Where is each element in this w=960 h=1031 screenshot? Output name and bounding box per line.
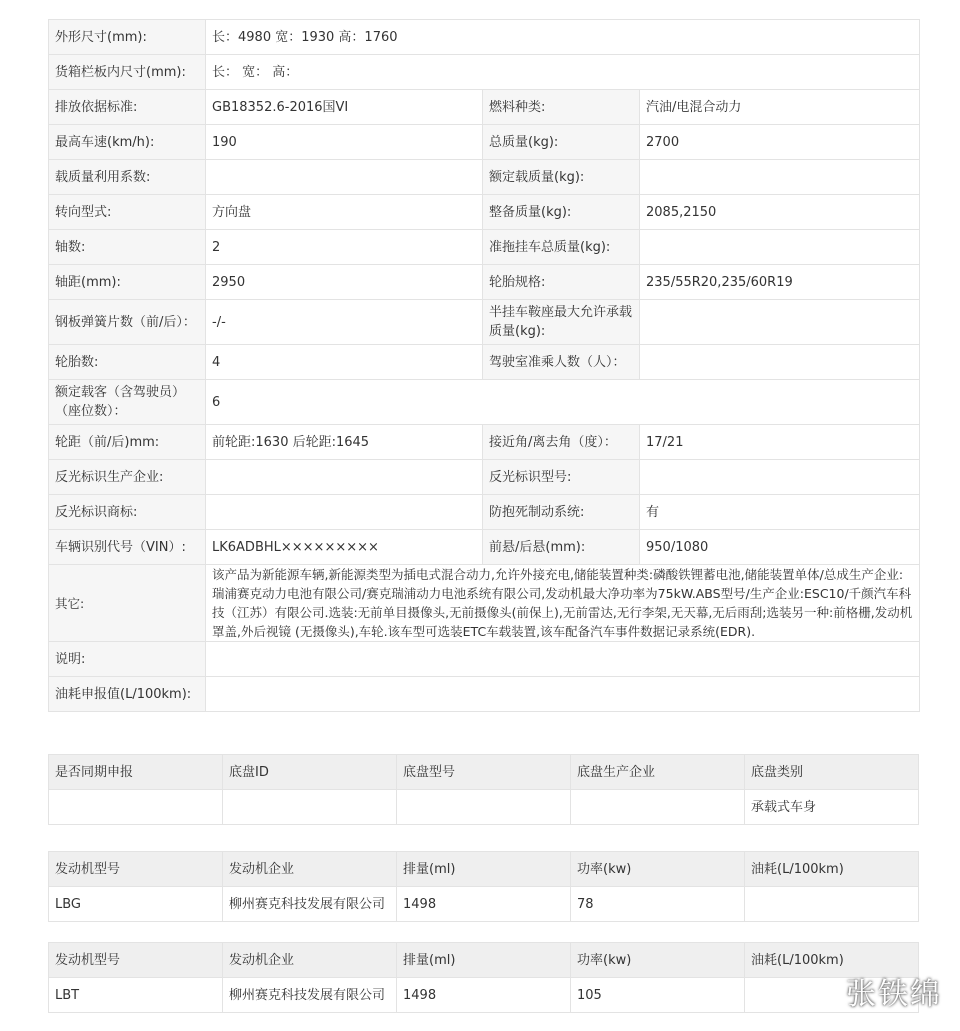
cab-value xyxy=(640,345,920,380)
emission-value: GB18352.6-2016国VI xyxy=(206,90,483,125)
dimensions-label: 外形尺寸(mm): xyxy=(49,20,206,55)
trailer-value xyxy=(640,230,920,265)
curbmass-label: 整备质量(kg): xyxy=(483,195,640,230)
chassis-table xyxy=(48,754,919,825)
spec-row xyxy=(49,300,920,345)
table-header-row xyxy=(49,852,919,887)
angle-value: 17/21 xyxy=(640,425,920,460)
table-cell: 柳州赛克科技发展有限公司 xyxy=(223,978,397,1013)
seats-label: 额定载客（含驾驶员）（座位数）： xyxy=(49,380,206,425)
engine-table-2 xyxy=(48,942,919,1013)
table-header-row xyxy=(49,755,919,790)
maxspeed-label: 最高车速(km/h): xyxy=(49,125,206,160)
angle-label: 接近角/离去角（度）： xyxy=(483,425,640,460)
spec-row xyxy=(49,90,920,125)
tirecount-label: 轮胎数: xyxy=(49,345,206,380)
leaf-label: 钢板弹簧片数（前/后）： xyxy=(49,300,206,345)
track-value: 前轮距:1630 后轮距:1645 xyxy=(206,425,483,460)
column-header: 发动机型号 xyxy=(49,852,223,887)
abs-value: 有 xyxy=(640,495,920,530)
ratedload-value xyxy=(640,160,920,195)
table-cell xyxy=(397,790,571,825)
seats-value: 6 xyxy=(206,380,920,425)
table-row xyxy=(49,887,919,922)
table-cell xyxy=(223,790,397,825)
leaf-value: -/- xyxy=(206,300,483,345)
spec-row xyxy=(49,565,920,642)
table-cell: 105 xyxy=(571,978,745,1013)
column-header: 油耗(L/100km) xyxy=(745,943,919,978)
table-cell: 承载式车身 xyxy=(745,790,919,825)
table-cell xyxy=(571,790,745,825)
spec-row xyxy=(49,495,920,530)
spec-row xyxy=(49,677,920,712)
table-cell: 78 xyxy=(571,887,745,922)
other-value: 该产品为新能源车辆,新能源类型为插电式混合动力,允许外接充电,储能装置种类:磷酸铁锂蓄电池,储能装置单体/总成生产企业:瑞浦赛克动力电池有限公司/赛克瑞浦动力电池系统有限公司,发动机最大净功率为75kW.ABS型号/生产企业:ESC10/千颜汽车科技（江苏）有限公司.选装:无前单目摄像头,无前摄像头(前保上),无前雷达,无行李架,无天幕,无后雨刮;选装另一种:前格栅,发动机罩盖,外后视镜 (无摄像头),车轮.该车型可选装ETC车载装置,该车配备汽车事件数据记录系统(EDR). xyxy=(206,565,920,642)
note-label: 说明: xyxy=(49,642,206,677)
column-header: 底盘ID xyxy=(223,755,397,790)
watermark: 张铁绵 xyxy=(846,977,942,1012)
saddle-label: 半挂车鞍座最大允许承载质量(kg): xyxy=(483,300,640,345)
table-cell: 柳州赛克科技发展有限公司 xyxy=(223,887,397,922)
totalmass-label: 总质量(kg): xyxy=(483,125,640,160)
spec-row xyxy=(49,55,920,90)
vehicle-spec-table xyxy=(48,19,920,712)
spec-row xyxy=(49,160,920,195)
reflect-brand-label: 反光标识商标: xyxy=(49,495,206,530)
spec-row xyxy=(49,195,920,230)
column-header: 发动机企业 xyxy=(223,852,397,887)
spec-row xyxy=(49,20,920,55)
spec-row xyxy=(49,345,920,380)
table-header-row xyxy=(49,943,919,978)
column-header: 功率(kw) xyxy=(571,943,745,978)
engine-table-1 xyxy=(48,851,919,922)
table-row xyxy=(49,790,919,825)
column-header: 是否同期申报 xyxy=(49,755,223,790)
reflect-maker-value xyxy=(206,460,483,495)
other-label: 其它: xyxy=(49,565,206,642)
abs-label: 防抱死制动系统: xyxy=(483,495,640,530)
axles-label: 轴数: xyxy=(49,230,206,265)
tire-value: 235/55R20,235/60R19 xyxy=(640,265,920,300)
fuel-value: 汽油/电混合动力 xyxy=(640,90,920,125)
note-value xyxy=(206,642,920,677)
table-cell xyxy=(745,887,919,922)
table-cell: 1498 xyxy=(397,887,571,922)
steering-value: 方向盘 xyxy=(206,195,483,230)
column-header: 底盘生产企业 xyxy=(571,755,745,790)
spec-row xyxy=(49,642,920,677)
saddle-value xyxy=(640,300,920,345)
fuelcons-value xyxy=(206,677,920,712)
curbmass-value: 2085,2150 xyxy=(640,195,920,230)
column-header: 油耗(L/100km) xyxy=(745,852,919,887)
vin-label: 车辆识别代号（VIN）: xyxy=(49,530,206,565)
spec-row xyxy=(49,230,920,265)
vin-value: LK6ADBHL××××××××× xyxy=(206,530,483,565)
spec-row xyxy=(49,460,920,495)
overhang-label: 前悬/后悬(mm): xyxy=(483,530,640,565)
table-cell xyxy=(49,790,223,825)
spec-row xyxy=(49,425,920,460)
trailer-label: 准拖挂车总质量(kg): xyxy=(483,230,640,265)
spec-row xyxy=(49,530,920,565)
loadfactor-label: 载质量利用系数: xyxy=(49,160,206,195)
cargo-label: 货箱栏板内尺寸(mm): xyxy=(49,55,206,90)
column-header: 发动机型号 xyxy=(49,943,223,978)
wheelbase-label: 轴距(mm): xyxy=(49,265,206,300)
totalmass-value: 2700 xyxy=(640,125,920,160)
column-header: 发动机企业 xyxy=(223,943,397,978)
loadfactor-value xyxy=(206,160,483,195)
maxspeed-value: 190 xyxy=(206,125,483,160)
cab-label: 驾驶室准乘人数（人）： xyxy=(483,345,640,380)
reflect-brand-value xyxy=(206,495,483,530)
spec-row xyxy=(49,125,920,160)
fuelcons-label: 油耗申报值(L/100km): xyxy=(49,677,206,712)
reflect-maker-label: 反光标识生产企业: xyxy=(49,460,206,495)
fuel-label: 燃料种类: xyxy=(483,90,640,125)
table-row xyxy=(49,978,919,1013)
spec-row xyxy=(49,265,920,300)
reflect-model-label: 反光标识型号: xyxy=(483,460,640,495)
track-label: 轮距（前/后)mm: xyxy=(49,425,206,460)
tire-label: 轮胎规格: xyxy=(483,265,640,300)
emission-label: 排放依据标准: xyxy=(49,90,206,125)
column-header: 排量(ml) xyxy=(397,943,571,978)
wheelbase-value: 2950 xyxy=(206,265,483,300)
cargo-value: 长： 宽： 高： xyxy=(206,55,920,90)
column-header: 排量(ml) xyxy=(397,852,571,887)
spec-row xyxy=(49,380,920,425)
dimensions-value: 长：4980 宽：1930 高：1760 xyxy=(206,20,920,55)
table-cell: 1498 xyxy=(397,978,571,1013)
steering-label: 转向型式: xyxy=(49,195,206,230)
column-header: 功率(kw) xyxy=(571,852,745,887)
ratedload-label: 额定载质量(kg): xyxy=(483,160,640,195)
tirecount-value: 4 xyxy=(206,345,483,380)
column-header: 底盘型号 xyxy=(397,755,571,790)
reflect-model-value xyxy=(640,460,920,495)
overhang-value: 950/1080 xyxy=(640,530,920,565)
table-cell: LBG xyxy=(49,887,223,922)
axles-value: 2 xyxy=(206,230,483,265)
table-cell: LBT xyxy=(49,978,223,1013)
column-header: 底盘类别 xyxy=(745,755,919,790)
